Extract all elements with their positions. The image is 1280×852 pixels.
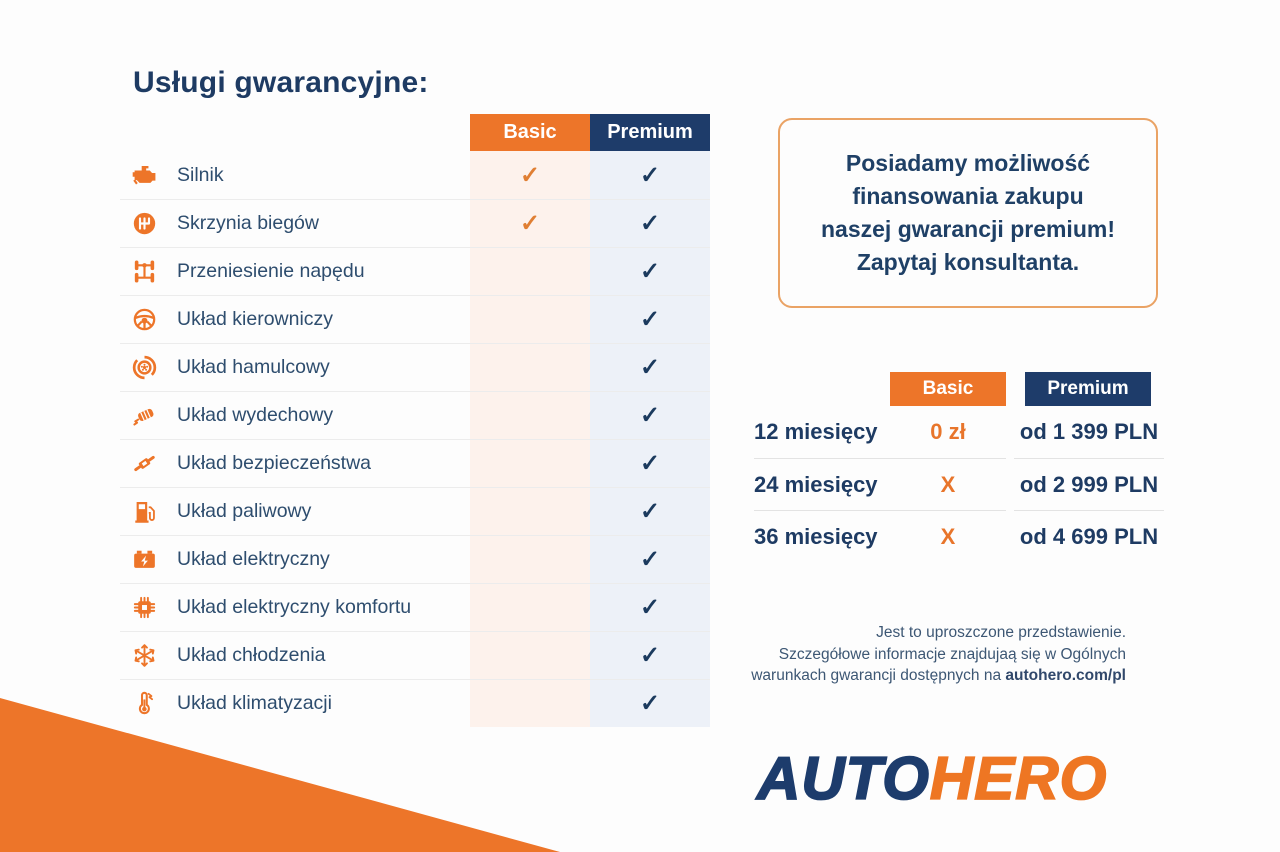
disclaimer-line-3 <box>696 665 1126 687</box>
table-row <box>120 247 710 295</box>
table-row <box>120 679 710 727</box>
drivetrain-icon <box>131 258 158 285</box>
service-label: Układ wydechowy <box>177 404 334 426</box>
steering-wheel-icon <box>131 306 158 333</box>
disclaimer-line-2: Szczegółowe informacje znajdujaą się w Ogólnych <box>778 645 1126 663</box>
pricing-premium-value: od 1 399 PLN <box>1019 419 1159 444</box>
brake-icon <box>131 354 158 381</box>
pricing-basic-value: X <box>940 523 956 549</box>
table-row <box>120 535 710 583</box>
seatbelt-icon <box>131 450 158 477</box>
table-row <box>120 391 710 439</box>
financing-promo-text: Posiadamy możliwość finansowania zakupu naszej gwarancji premium! Zapytaj konsultanta. <box>821 150 1115 275</box>
service-name-cell <box>120 680 470 727</box>
service-name-cell <box>120 296 470 343</box>
pricing-row <box>754 406 1166 458</box>
table-row <box>120 295 710 343</box>
premium-check-cell: ✓ <box>590 248 710 295</box>
premium-check-cell: ✓ <box>590 151 710 199</box>
service-label: Układ paliwowy <box>177 500 312 522</box>
basic-check-cell <box>470 584 590 631</box>
disclaimer-text <box>696 622 1126 687</box>
pricing-row <box>754 510 1166 562</box>
exhaust-icon <box>131 402 158 429</box>
service-name-cell <box>120 536 470 583</box>
service-name-cell <box>120 151 470 199</box>
services-table-header <box>120 114 710 151</box>
service-label: Układ elektryczny <box>177 548 330 570</box>
disclaimer-line-3-prefix: warunkach gwarancji dostępnych na <box>751 667 1006 684</box>
basic-check-cell <box>470 344 590 391</box>
service-name-cell <box>120 632 470 679</box>
premium-check-cell: ✓ <box>590 392 710 439</box>
table-row <box>120 439 710 487</box>
autohero-url: autohero.com/pl <box>1005 667 1126 684</box>
service-label: Skrzynia biegów <box>177 212 319 234</box>
pricing-period-basic-group <box>754 406 1006 458</box>
pricing-period: 24 miesięcy <box>754 471 878 497</box>
pricing-row <box>754 458 1166 510</box>
premium-check-cell: ✓ <box>590 200 710 247</box>
basic-check-cell: ✓ <box>470 200 590 247</box>
services-table-body <box>120 151 710 727</box>
fuel-pump-icon <box>131 498 158 525</box>
service-label: Układ elektryczny komfortu <box>177 596 412 618</box>
disclaimer-line-1: Jest to uproszczone przedstawienie. <box>876 624 1126 641</box>
logo-hero-part: HERO <box>929 745 1108 812</box>
service-name-cell <box>120 584 470 631</box>
basic-price-header: Basic <box>890 372 1006 406</box>
pricing-basic-value: X <box>940 471 956 497</box>
service-name-cell <box>120 392 470 439</box>
pricing-period-basic-group <box>754 458 1006 510</box>
pricing-basic-value: 0 zł <box>930 419 966 444</box>
basic-check-cell <box>470 680 590 727</box>
thermometer-icon <box>131 690 158 717</box>
premium-check-cell: ✓ <box>590 584 710 631</box>
pricing-table <box>754 372 1166 562</box>
basic-check-cell <box>470 392 590 439</box>
engine-icon <box>131 162 158 189</box>
premium-price-header: Premium <box>1025 372 1151 406</box>
premium-check-cell: ✓ <box>590 680 710 727</box>
service-label: Układ kierowniczy <box>177 308 334 330</box>
service-name-cell <box>120 344 470 391</box>
premium-check-cell: ✓ <box>590 488 710 535</box>
table-row <box>120 583 710 631</box>
table-row <box>120 151 710 199</box>
gearbox-icon <box>131 210 158 237</box>
service-label: Układ klimatyzacji <box>177 692 332 714</box>
basic-check-cell <box>470 488 590 535</box>
premium-check-cell: ✓ <box>590 296 710 343</box>
basic-check-cell <box>470 296 590 343</box>
pricing-header-spacer <box>754 372 890 406</box>
pricing-period: 36 miesięcy <box>754 523 878 549</box>
service-name-cell <box>120 248 470 295</box>
service-label: Układ hamulcowy <box>177 356 330 378</box>
page-title: Usługi gwarancyjne: <box>133 66 429 99</box>
logo-auto-part: AUTO <box>757 745 930 812</box>
pricing-premium-value: od 4 699 PLN <box>1014 510 1164 562</box>
table-row <box>120 487 710 535</box>
pricing-premium-value: od 2 999 PLN <box>1014 458 1164 510</box>
pricing-table-header <box>754 372 1166 406</box>
pricing-table-body <box>754 406 1166 562</box>
pricing-period: 12 miesięcy <box>754 419 878 444</box>
table-row <box>120 343 710 391</box>
premium-check-cell: ✓ <box>590 344 710 391</box>
autohero-logo <box>757 744 1107 813</box>
battery-icon <box>131 546 158 573</box>
basic-check-cell <box>470 440 590 487</box>
basic-check-cell <box>470 632 590 679</box>
service-label: Silnik <box>177 163 224 186</box>
service-name-cell <box>120 200 470 247</box>
table-row <box>120 199 710 247</box>
premium-column-header: Premium <box>590 114 710 151</box>
basic-check-cell <box>470 248 590 295</box>
snowflake-icon <box>131 642 158 669</box>
warranty-services-table <box>120 114 710 727</box>
service-label: Przeniesienie napędu <box>177 260 365 282</box>
basic-check-cell <box>470 536 590 583</box>
service-name-cell <box>120 488 470 535</box>
service-name-cell <box>120 440 470 487</box>
premium-check-cell: ✓ <box>590 632 710 679</box>
premium-check-cell: ✓ <box>590 536 710 583</box>
service-label: Układ chłodzenia <box>177 644 326 666</box>
basic-check-cell: ✓ <box>470 151 590 199</box>
service-label: Układ bezpieczeństwa <box>177 452 372 474</box>
pricing-period-basic-group <box>754 510 1006 562</box>
financing-promo-box <box>778 118 1158 308</box>
chip-icon <box>131 594 158 621</box>
table-row <box>120 631 710 679</box>
premium-check-cell: ✓ <box>590 440 710 487</box>
basic-column-header: Basic <box>470 114 590 151</box>
